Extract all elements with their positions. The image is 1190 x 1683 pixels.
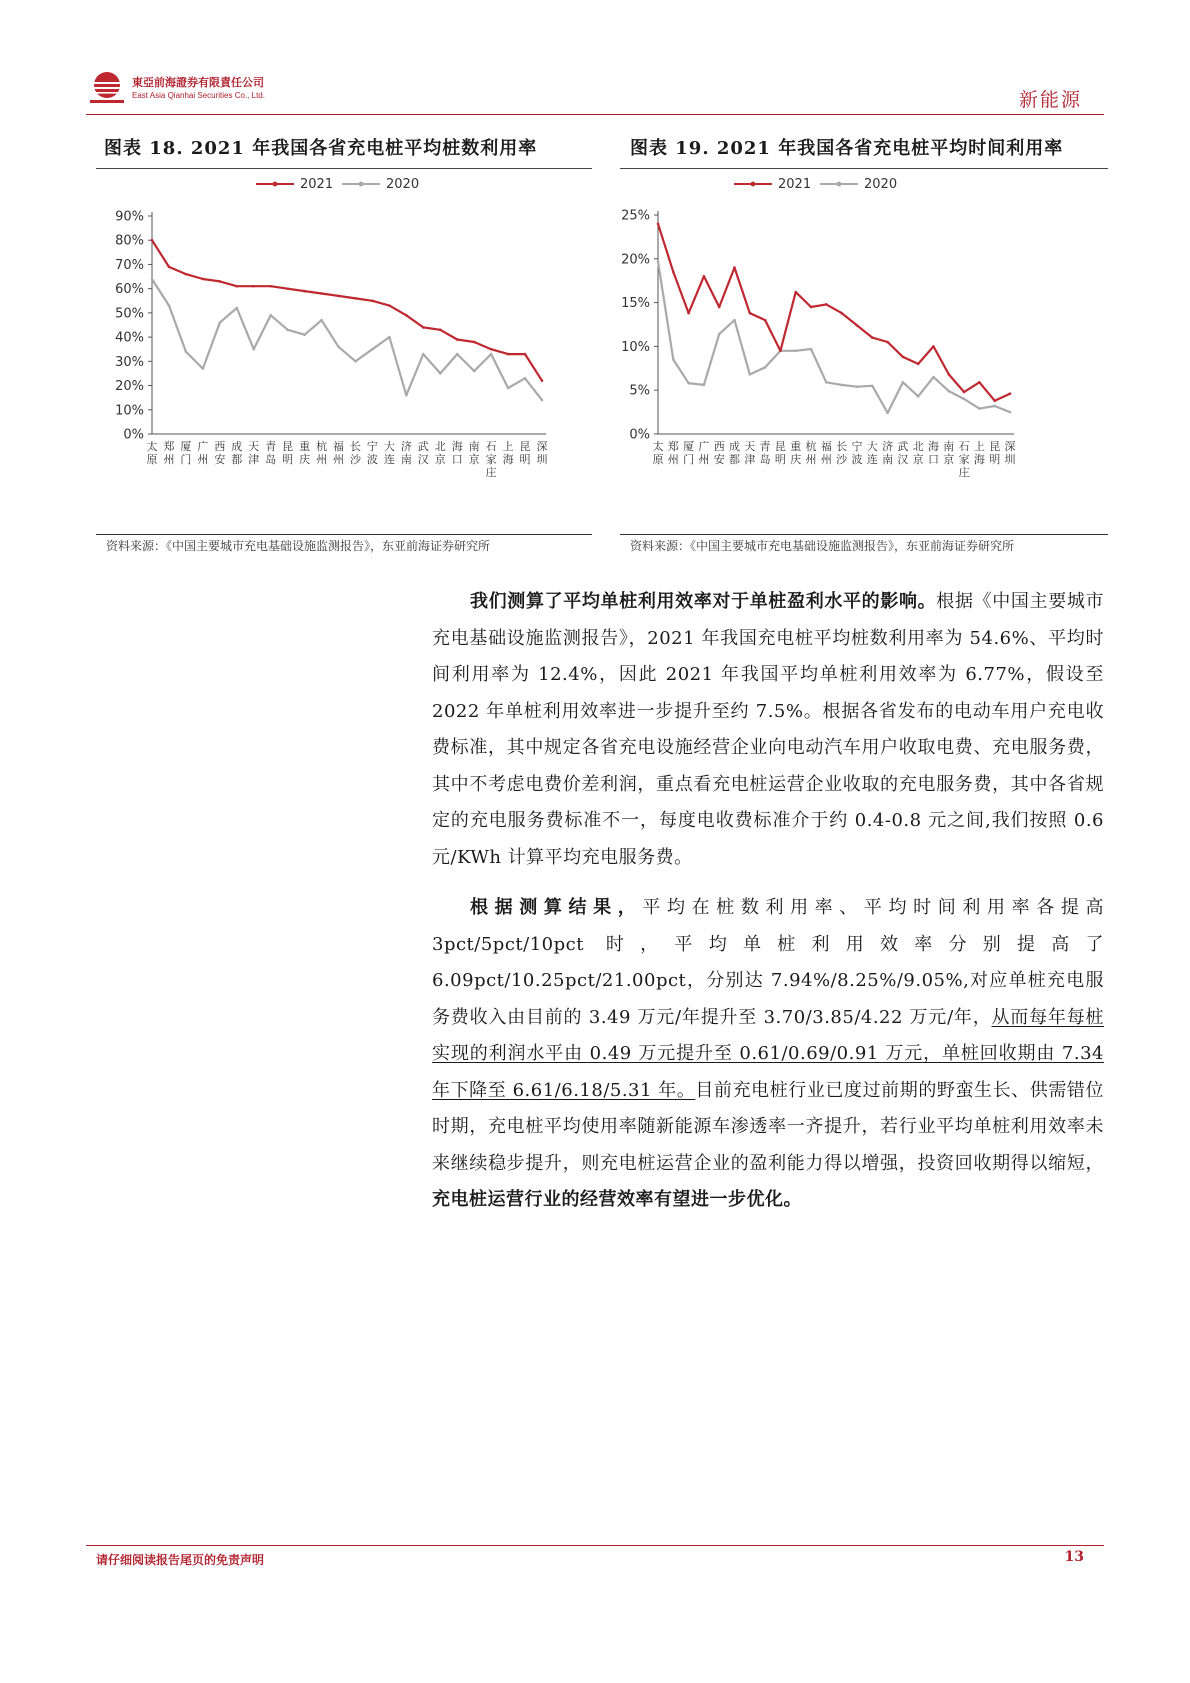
data-point-2021 (456, 338, 459, 341)
data-point-2020 (303, 333, 306, 336)
chart-time-utilization (620, 172, 1108, 528)
x-tick-label: 深圳 (536, 440, 548, 466)
legend-marker-2020 (837, 182, 842, 187)
chart-title: 图表 19. 2021 年我国各省充电桩平均时间利用率 (630, 138, 1064, 159)
data-point-2020 (733, 319, 736, 322)
legend-marker-2021 (751, 182, 756, 187)
data-point-2020 (371, 348, 374, 351)
y-tick-label: 20% (115, 379, 144, 395)
underlined-conclusion: 从而每年每桩实现的利润水平由 0.49 万元提升至 0.61/0.69/0.91 万元，单桩回收期由 7.34 年下降至 6.61/6.18/5.31 年。 (432, 1006, 1104, 1101)
y-tick-label: 10% (621, 339, 650, 355)
data-point-2020 (354, 360, 357, 363)
section-title: 新能源 (1018, 89, 1082, 111)
series-line-2020 (658, 261, 1010, 413)
paragraph-conclusion: 充电桩运营行业的经营效率有望进一步优化。 (432, 1189, 802, 1210)
data-point-2021 (902, 356, 905, 359)
data-point-2021 (405, 314, 408, 317)
data-point-2020 (185, 350, 188, 353)
data-point-2021 (337, 295, 340, 298)
x-tick-label: 成都 (231, 440, 243, 466)
data-point-2020 (917, 395, 920, 398)
data-point-2021 (733, 266, 736, 269)
page-number: 13 (1064, 1549, 1084, 1565)
y-tick-label: 40% (115, 330, 144, 346)
paragraph (432, 890, 1104, 1219)
disclaimer-note: 请仔细阅读报告尾页的免责声明 (96, 1553, 265, 1567)
x-tick-label: 上海 (973, 440, 985, 466)
x-tick-label: 杭州 (805, 440, 817, 466)
data-point-2021 (672, 271, 675, 274)
data-point-2020 (764, 366, 767, 369)
data-point-2021 (388, 304, 391, 307)
x-tick-label: 广州 (197, 440, 209, 466)
data-point-2020 (168, 304, 171, 307)
data-point-2021 (963, 391, 966, 394)
footer-divider (86, 1545, 1104, 1546)
data-point-2021 (703, 275, 706, 278)
company-name-en: East Asia Qianhai Securities Co., Ltd. (132, 91, 265, 100)
x-tick-label: 天津 (744, 440, 756, 466)
data-point-2021 (473, 341, 476, 344)
data-point-2021 (917, 363, 920, 366)
data-point-2020 (490, 353, 493, 356)
chart-title-divider (620, 168, 1108, 169)
data-point-2021 (252, 285, 255, 288)
legend-marker-2021 (273, 182, 278, 187)
data-point-2020 (718, 333, 721, 336)
chart-pile-utilization (96, 172, 592, 528)
y-tick-label: 25% (621, 208, 650, 224)
data-point-2021 (168, 266, 171, 269)
x-tick-label: 青岛 (759, 440, 771, 466)
x-tick-label: 北京 (912, 440, 924, 466)
data-point-2020 (456, 353, 459, 356)
data-point-2021 (840, 312, 843, 315)
x-tick-label: 石家庄 (485, 440, 497, 479)
x-tick-label: 成都 (729, 440, 741, 466)
x-tick-label: 宁波 (851, 440, 863, 466)
x-tick-label: 大连 (383, 440, 395, 466)
y-tick-label: 20% (621, 252, 650, 268)
company-logo (90, 70, 124, 104)
x-tick-label: 青岛 (265, 440, 277, 466)
x-tick-label: 天津 (248, 440, 260, 466)
x-tick-label: 宁波 (366, 440, 378, 466)
data-point-2021 (810, 306, 813, 309)
series-line-2021 (152, 240, 542, 381)
data-point-2021 (718, 306, 721, 309)
x-tick-label: 福州 (820, 440, 832, 466)
data-point-2021 (151, 239, 154, 242)
y-tick-label: 50% (115, 306, 144, 322)
x-tick-label: 太原 (652, 440, 664, 466)
data-point-2020 (269, 314, 272, 317)
y-tick-label: 10% (115, 403, 144, 419)
y-tick-label: 30% (115, 354, 144, 370)
legend-label-2021: 2021 (300, 177, 334, 192)
x-tick-label: 武汉 (897, 440, 909, 466)
chart-title-divider (96, 168, 592, 169)
y-tick-label: 90% (115, 209, 144, 225)
data-point-2020 (825, 381, 828, 384)
data-point-2021 (524, 353, 527, 356)
x-tick-label: 昆明 (282, 440, 294, 466)
data-point-2020 (978, 407, 981, 410)
data-point-2020 (886, 412, 889, 415)
x-tick-label: 济南 (400, 440, 412, 466)
y-tick-label: 15% (621, 296, 650, 312)
data-point-2020 (840, 384, 843, 387)
data-point-2020 (219, 321, 222, 324)
data-point-2020 (871, 385, 874, 388)
x-tick-label: 重庆 (299, 440, 311, 466)
x-tick-label: 厦门 (683, 440, 695, 466)
data-point-2021 (354, 297, 357, 300)
data-point-2021 (320, 292, 323, 295)
chart-title: 图表 18. 2021 年我国各省充电桩平均桩数利用率 (104, 138, 538, 159)
x-tick-label: 南京 (468, 440, 480, 466)
data-point-2021 (286, 287, 289, 290)
source-divider (96, 534, 592, 535)
data-point-2021 (185, 273, 188, 276)
x-tick-label: 济南 (882, 440, 894, 466)
data-point-2021 (303, 290, 306, 293)
data-point-2021 (687, 312, 690, 315)
x-tick-label: 深圳 (1004, 440, 1016, 466)
data-point-2020 (235, 307, 238, 310)
data-point-2021 (1009, 392, 1012, 395)
data-point-2021 (794, 291, 797, 294)
data-point-2020 (947, 390, 950, 393)
paragraph-body: 根据《中国主要城市充电基础设施监测报告》，2021 年我国充电桩平均桩数利用率为 54.6%、平均时间利用率为 12.4%，因此 2021 年我国平均单桩利用效率为 6.77%，假设至 2022 年单桩利用效率进一步提升至约 7.5%。根据各省发布的电动车用户充电收费标准，其中规定各省充电设施经营企业向电动汽车用户收取电费、充电服务费，其中不考虑电费价差利润，重点看充电桩运营企业收取的充电服务费，其中各省规定的充电服务费标准不一，每度电收费标准介于约 0.4-0.8 元之间,我们按照 0.6 元/KWh 计算平均充电服务费。 (432, 591, 1105, 868)
data-point-2021 (371, 299, 374, 302)
x-tick-label: 厦门 (180, 440, 192, 466)
data-point-2020 (687, 382, 690, 385)
data-point-2021 (886, 341, 889, 344)
x-tick-label: 杭州 (316, 440, 328, 466)
data-point-2021 (856, 324, 859, 327)
x-tick-label: 昆明 (774, 440, 786, 466)
source-divider (620, 534, 1108, 535)
legend-marker-2020 (359, 182, 364, 187)
chart-legend (256, 177, 419, 192)
data-point-2020 (524, 377, 527, 380)
x-tick-label: 上海 (502, 440, 514, 466)
series-line-2021 (658, 224, 1010, 401)
data-point-2020 (252, 348, 255, 351)
data-point-2021 (541, 379, 544, 382)
data-point-2021 (825, 303, 828, 306)
data-point-2020 (507, 387, 510, 390)
y-tick-label: 60% (115, 282, 144, 298)
legend-label-2020: 2020 (386, 177, 420, 192)
data-point-2020 (541, 399, 544, 402)
data-point-2021 (749, 312, 752, 315)
x-tick-label: 昆明 (519, 440, 531, 466)
x-tick-label: 福州 (333, 440, 345, 466)
data-point-2020 (993, 405, 996, 408)
y-tick-label: 0% (123, 427, 144, 443)
data-point-2020 (439, 372, 442, 375)
data-point-2020 (405, 394, 408, 397)
data-point-2020 (202, 367, 205, 370)
x-tick-label: 郑州 (163, 440, 175, 466)
paragraph-body: 平均在桩数利用率、平均时间利用率各提高 3pct/5pct/10pct 时，平均单桩利用效率分别提高了 6.09pct/10.25pct/21.00pct，分别达 7.94%/8.25%/9.05%,对应单桩充电服务费收入由目前的 3.49 万元/年提升至 3.70/3.85/4.22 万元/年， (432, 897, 1105, 1028)
data-point-2021 (932, 345, 935, 348)
x-tick-label: 大连 (866, 440, 878, 466)
x-tick-label: 北京 (434, 440, 446, 466)
data-point-2021 (202, 278, 205, 281)
data-point-2021 (993, 399, 996, 402)
data-point-2021 (439, 329, 442, 332)
x-tick-label: 昆明 (989, 440, 1001, 466)
x-tick-label: 海口 (451, 440, 463, 466)
chart-source-note: 资料来源：《中国主要城市充电基础设施监测报告》，东亚前海证券研究所 (106, 539, 491, 553)
y-tick-label: 5% (629, 383, 650, 399)
data-point-2021 (235, 285, 238, 288)
data-point-2021 (490, 348, 493, 351)
legend-label-2021: 2021 (778, 177, 812, 192)
data-point-2020 (151, 278, 154, 281)
chart-source-note: 资料来源：《中国主要城市充电基础设施监测报告》，东亚前海证券研究所 (630, 539, 1015, 553)
data-point-2020 (473, 370, 476, 373)
data-point-2021 (219, 280, 222, 283)
x-tick-label: 广州 (698, 440, 710, 466)
data-point-2021 (871, 336, 874, 339)
legend-label-2020: 2020 (864, 177, 898, 192)
paragraph (432, 584, 1104, 876)
data-point-2021 (779, 349, 782, 352)
paragraph-body: 目前充电桩行业已度过前期的野蛮生长、供需错位时期，充电桩平均使用率随新能源车渗透率一齐提升，若行业平均单桩利用效率未来继续稳步提升，则充电桩运营企业的盈利能力得以增强，投资回收期得以缩短， (432, 1079, 1105, 1174)
x-tick-label: 郑州 (667, 440, 679, 466)
data-point-2020 (422, 353, 425, 356)
data-point-2020 (286, 329, 289, 332)
x-tick-label: 海口 (927, 440, 939, 466)
y-tick-label: 0% (629, 427, 650, 443)
y-tick-label: 80% (115, 233, 144, 249)
paragraph-lead: 我们测算了平均单桩利用效率对于单桩盈利水平的影响。 (470, 591, 937, 612)
data-point-2021 (269, 285, 272, 288)
x-tick-label: 西安 (713, 440, 725, 466)
data-point-2020 (810, 348, 813, 351)
header-divider (86, 114, 1104, 115)
data-point-2020 (337, 346, 340, 349)
x-tick-label: 长沙 (836, 440, 848, 466)
x-tick-label: 重庆 (790, 440, 802, 466)
chart-legend (734, 177, 897, 192)
data-point-2021 (978, 381, 981, 384)
x-tick-label: 武汉 (417, 440, 429, 466)
x-tick-label: 太原 (146, 440, 158, 466)
data-point-2021 (422, 326, 425, 329)
data-point-2020 (657, 260, 660, 263)
data-point-2020 (1009, 411, 1012, 414)
data-point-2020 (749, 373, 752, 376)
x-tick-label: 西安 (214, 440, 226, 466)
data-point-2020 (703, 384, 706, 387)
data-point-2021 (764, 319, 767, 322)
y-tick-label: 70% (115, 257, 144, 273)
x-tick-label: 南京 (943, 440, 955, 466)
x-tick-label: 石家庄 (958, 440, 970, 479)
data-point-2020 (320, 319, 323, 322)
data-point-2020 (963, 398, 966, 401)
data-point-2020 (794, 349, 797, 352)
data-point-2020 (672, 358, 675, 361)
data-point-2020 (902, 381, 905, 384)
data-point-2021 (657, 222, 660, 225)
x-tick-label: 长沙 (349, 440, 361, 466)
data-point-2020 (388, 336, 391, 339)
data-point-2020 (932, 376, 935, 379)
data-point-2020 (856, 385, 859, 388)
data-point-2021 (947, 373, 950, 376)
paragraph-lead: 根据测算结果， (470, 897, 643, 918)
data-point-2021 (507, 353, 510, 356)
company-name-cn: 東亞前海證券有限責任公司 (132, 76, 264, 89)
